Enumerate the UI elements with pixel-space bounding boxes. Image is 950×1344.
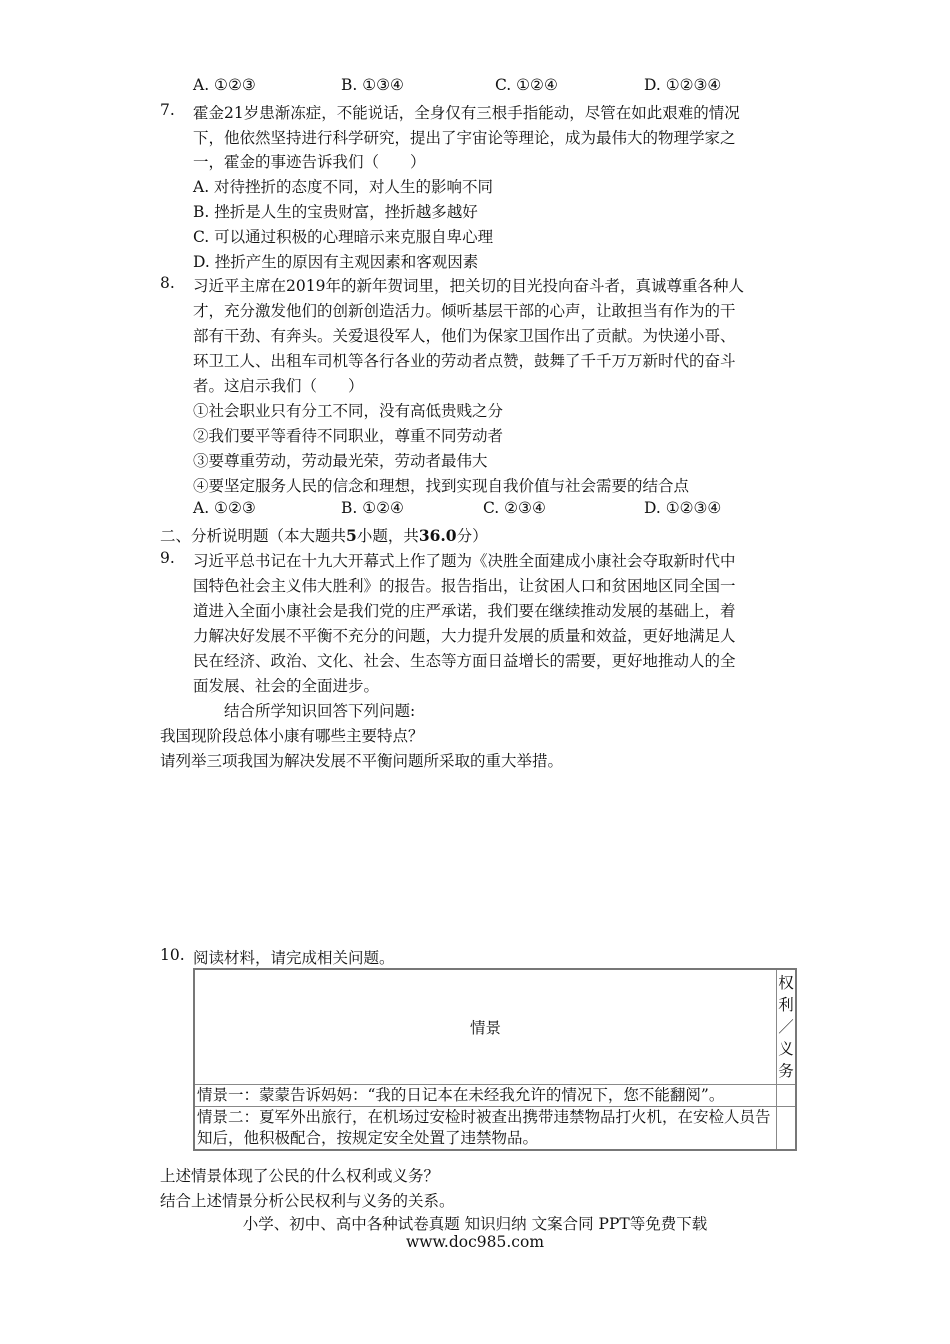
q10-number: 10. [160, 946, 185, 964]
section-2-prefix: 二、分析说明题（本大题共 [160, 527, 347, 545]
header-char: ／ [778, 1018, 794, 1036]
q8-option-d: D. ①②③④ [644, 499, 722, 517]
section-2-score: 36.0 [418, 526, 457, 545]
q6-option-b: B. ①③④ [341, 76, 404, 94]
q8-stem-line: 环卫工人、出租车司机等各行各业的劳动者点赞，鼓舞了千千万万新时代的奋斗 [193, 352, 736, 370]
q8-stem-line: 部有干劲、有奔头。关爱退役军人，他们为保家卫国作出了贡献。为快递小哥、 [193, 327, 736, 345]
q9-stem-line: 民在经济、政治、文化、社会、生态等方面日益增长的需要，更好地推动人的全 [193, 652, 736, 670]
situation-two-answer-cell [777, 1107, 797, 1151]
table-header-situation: 情景 [194, 969, 777, 1085]
q9-stem-line: 力解决好发展不平衡不充分的问题，大力提升发展的质量和效益，更好地满足人 [193, 627, 736, 645]
section-2-suffix: 分） [456, 527, 488, 545]
q9-sub-question-2: 请列举三项我国为解决发展不平衡问题所采取的重大举措。 [160, 752, 564, 770]
q8-option-c: C. ②③④ [483, 499, 546, 517]
q10-sub-question-1: 上述情景体现了公民的什么权利或义务？ [160, 1167, 440, 1185]
header-char: 权 [778, 974, 794, 992]
q10-sub-question-2: 结合上述情景分析公民权利与义务的关系。 [160, 1192, 455, 1210]
situation-two: 情景二：夏军外出旅行，在机场过安检时被查出携带违禁物品打火机，在安检人员告知后，他积极配合，按规定安全处置了违禁物品。 [194, 1107, 777, 1151]
table-header-rights-duties [777, 969, 797, 1085]
situation-one-answer-cell [777, 1085, 797, 1107]
q8-statement: ④要坚定服务人民的信念和理想，找到实现自我价值与社会需要的结合点 [193, 477, 690, 495]
q6-option-d: D. ①②③④ [644, 76, 722, 94]
section-2-count: 5 [346, 526, 357, 545]
q8-statement: ③要尊重劳动，劳动最光荣，劳动者最伟大 [193, 452, 488, 470]
q7-stem-line: 霍金21岁患渐冻症，不能说话，全身仅有三根手指能动，尽管在如此艰难的情况 [193, 104, 740, 122]
q9-prompt: 结合所学知识回答下列问题: [224, 702, 416, 720]
q7-option-b: B. 挫折是人生的宝贵财富，挫折越多越好 [193, 203, 478, 221]
q9-stem-line: 习近平总书记在十九大开幕式上作了题为《决胜全面建成小康社会夺取新时代中 [193, 552, 736, 570]
situation-one: 情景一：蒙蒙告诉妈妈：“我的日记本在未经我允许的情况下，您不能翻阅”。 [194, 1085, 777, 1107]
q7-option-a: A. 对待挫折的态度不同，对人生的影响不同 [193, 178, 494, 196]
q8-stem-line: 者。这启示我们（ ） [193, 377, 364, 395]
table-header-row [194, 969, 796, 1085]
q7-option-d: D. 挫折产生的原因有主观因素和客观因素 [193, 253, 479, 271]
q8-stem-line: 习近平主席在2019年的新年贺词里，把关切的目光投向奋斗者，真诚尊重各种人 [193, 277, 744, 295]
q8-stem-line: 才，充分激发他们的创新创造活力。倾听基层干部的心声，让敢担当有作为的干 [193, 302, 736, 320]
q9-number: 9. [160, 549, 175, 567]
table-row [194, 1085, 796, 1107]
q9-stem-line: 面发展、社会的全面进步。 [193, 677, 380, 695]
situation-table [193, 968, 797, 1151]
footer-promo-text: 小学、初中、高中各种试卷真题 知识归纳 文案合同 PPT等免费下载 [242, 1215, 708, 1233]
q7-stem-line: 一，霍金的事迹告诉我们（ ） [193, 153, 426, 171]
q8-option-b: B. ①②④ [341, 499, 404, 517]
q6-option-a: A. ①②③ [193, 76, 256, 94]
header-char: 利 [778, 996, 794, 1014]
q8-number: 8. [160, 274, 175, 292]
q9-stem-line: 道进入全面小康社会是我们党的庄严承诺，我们要在继续推动发展的基础上，着 [193, 602, 736, 620]
q9-stem-line: 国特色社会主义伟大胜利》的报告。报告指出，让贫困人口和贫困地区同全国一 [193, 577, 736, 595]
q7-number: 7. [160, 101, 175, 119]
header-char: 义 [778, 1040, 794, 1058]
q6-option-c: C. ①②④ [495, 76, 558, 94]
q8-option-a: A. ①②③ [193, 499, 256, 517]
q9-sub-question-1: 我国现阶段总体小康有哪些主要特点？ [160, 727, 424, 745]
section-2-heading [160, 524, 488, 546]
q8-options [193, 499, 793, 521]
footer-url: www.doc985.com [405, 1233, 545, 1251]
section-2-mid: 小题，共 [356, 527, 419, 545]
q7-stem-line: 下，他依然坚持进行科学研究，提出了宇宙论等理论，成为最伟大的物理学家之 [193, 129, 736, 147]
q8-statement: ①社会职业只有分工不同，没有高低贵贱之分 [193, 402, 504, 420]
q8-statement: ②我们要平等看待不同职业，尊重不同劳动者 [193, 427, 504, 445]
q6-options [193, 76, 793, 98]
table-row [194, 1107, 796, 1151]
q7-option-c: C. 可以通过积极的心理暗示来克服自卑心理 [193, 228, 494, 246]
header-char: 务 [778, 1062, 794, 1080]
q10-intro: 阅读材料，请完成相关问题。 [193, 949, 395, 967]
